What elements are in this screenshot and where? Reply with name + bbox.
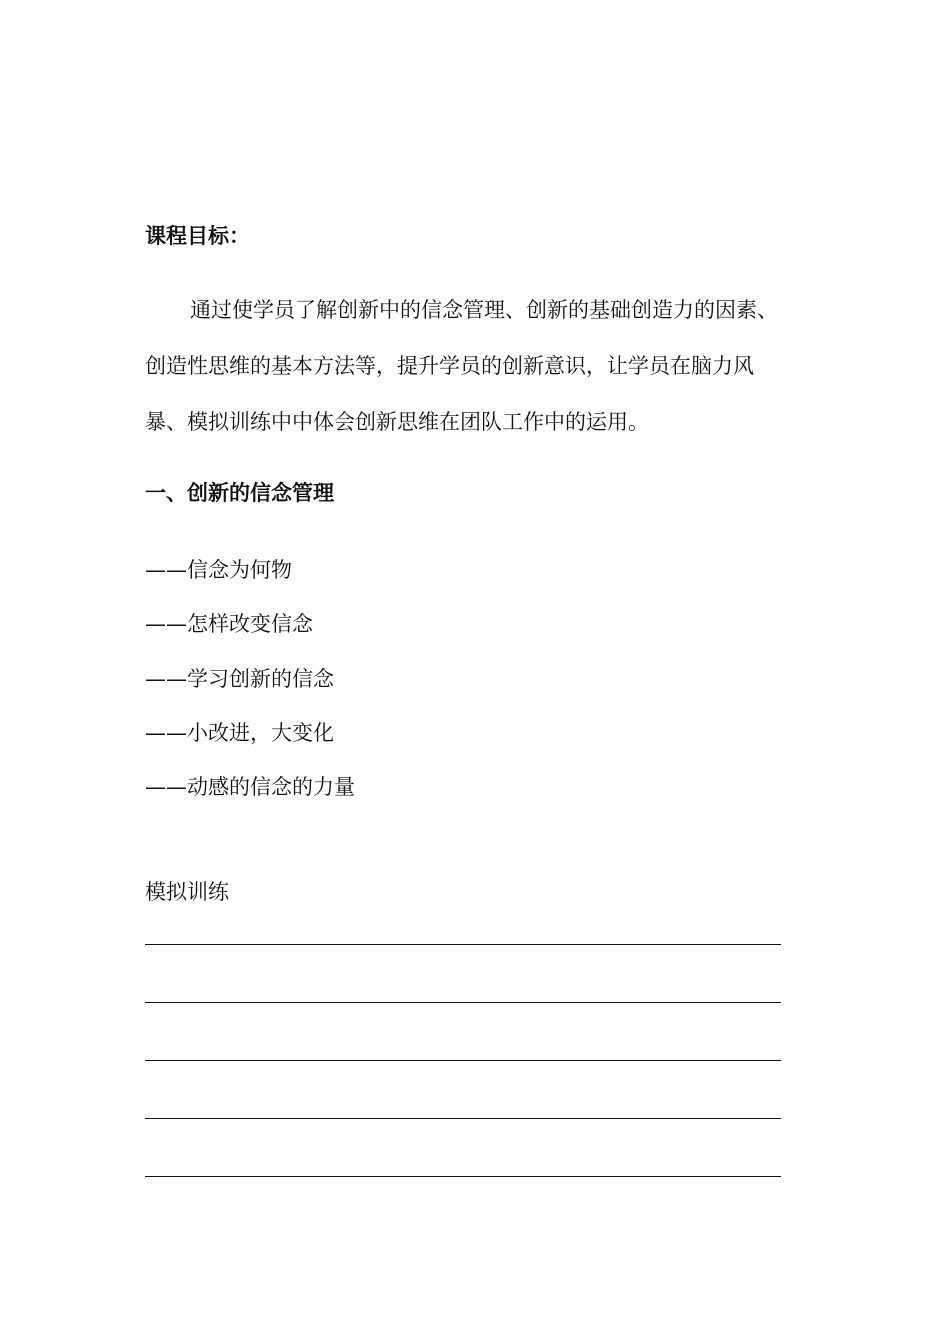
answer-line xyxy=(145,1118,781,1176)
section-heading: 一、创新的信念管理 xyxy=(145,481,334,505)
objective-line: 暴、模拟训练中中体会创新思维在团队工作中的运用。 xyxy=(145,410,649,434)
answer-lines xyxy=(145,944,781,1234)
practice-label: 模拟训练 xyxy=(145,880,229,904)
answer-line xyxy=(145,1060,781,1118)
objective-heading: 课程目标： xyxy=(145,224,250,248)
objective-line: 创造性思维的基本方法等，提升学员的创新意识，让学员在脑力风 xyxy=(145,354,754,378)
section-item-list xyxy=(145,556,355,827)
list-item: ——信念为何物 xyxy=(145,558,292,582)
objective-paragraph xyxy=(145,296,835,464)
list-item: ——怎样改变信念 xyxy=(145,612,313,637)
answer-line xyxy=(145,1002,781,1060)
list-item: ——动感的信念的力量 xyxy=(145,775,355,800)
answer-line xyxy=(145,1176,781,1234)
list-item: ——小改进，大变化 xyxy=(145,720,334,745)
answer-line xyxy=(145,944,781,1002)
objective-line: 通过使学员了解创新中的信念管理、创新的基础创造力的因素、 xyxy=(190,298,778,322)
list-item: ——学习创新的信念 xyxy=(145,666,334,691)
